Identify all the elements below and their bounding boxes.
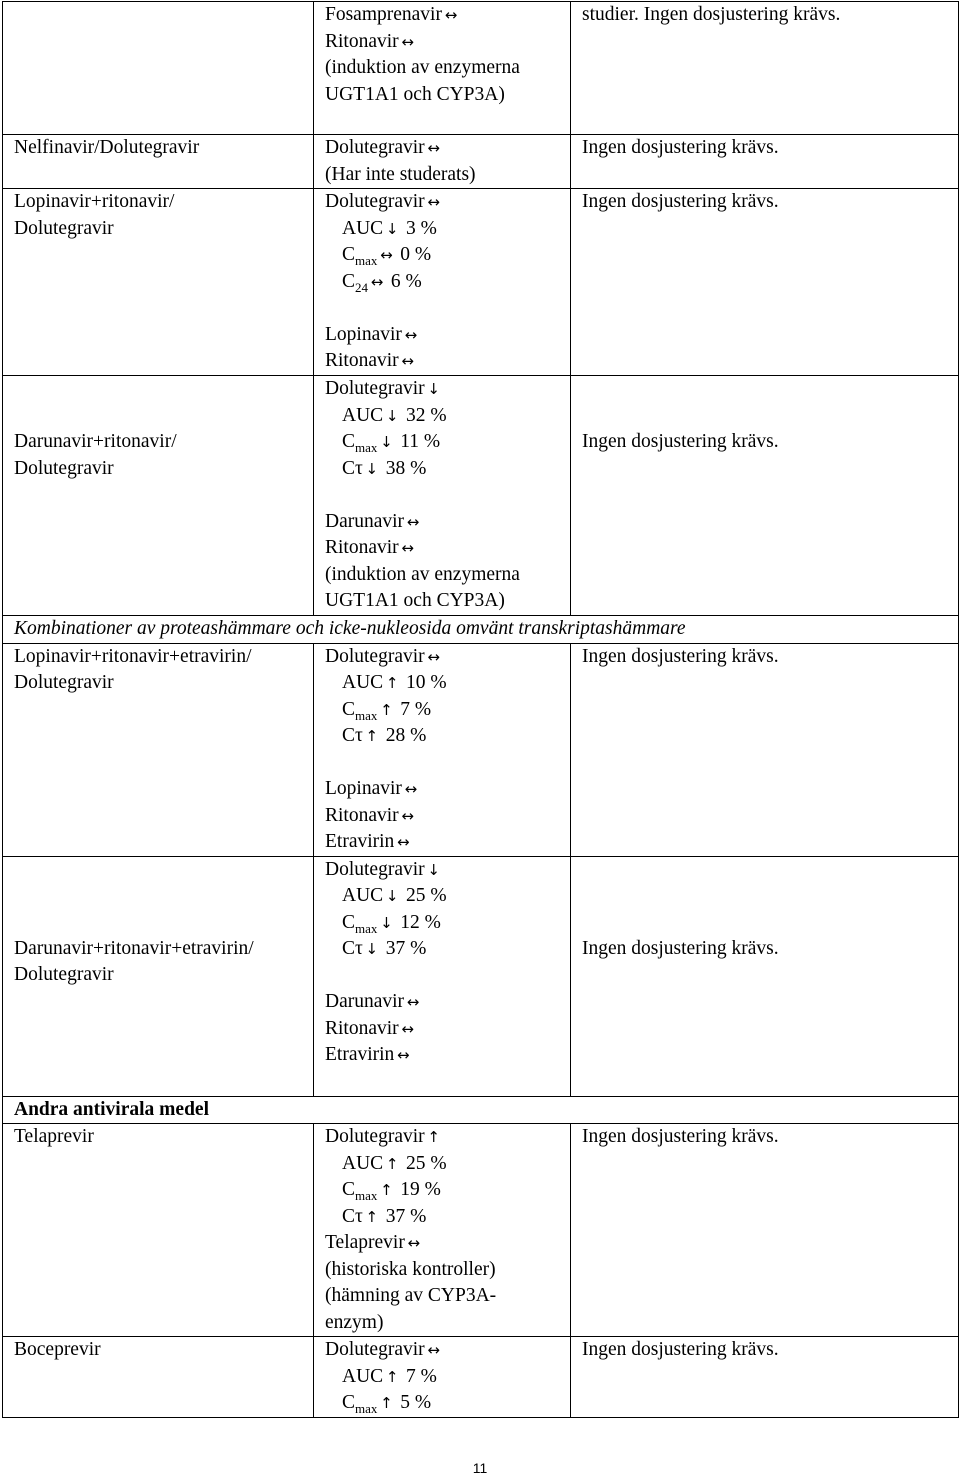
effect-label: Darunavir [325, 991, 405, 1012]
spacer [325, 482, 570, 509]
effect-value: 25 % [401, 1152, 447, 1174]
effect-line [325, 723, 570, 750]
effect-cell [314, 856, 571, 1096]
effect-line [325, 269, 570, 296]
effect-value: 25 % [401, 885, 447, 906]
effect-line [325, 322, 570, 349]
decrease-arrow-icon: ↓ [380, 913, 393, 932]
effect-label: Cτ [342, 1205, 363, 1227]
effect-label: (hämning av CYP3A- [325, 1285, 497, 1306]
effect-label: AUC [342, 217, 384, 239]
drug-combination-text: Darunavir+ritonavir+etravirin/ [14, 937, 254, 959]
no-change-arrow-icon: ↔ [401, 806, 414, 825]
effect-line [325, 162, 570, 189]
effect-label: Lopinavir [325, 323, 402, 345]
effect-label: AUC [342, 885, 384, 906]
effect-line [325, 697, 570, 724]
no-change-arrow-icon: ↔ [370, 272, 384, 291]
recommendation-cell [571, 135, 959, 189]
drug-combination-text: Darunavir+ritonavir/ [14, 431, 177, 452]
no-change-arrow-icon: ↔ [427, 193, 440, 211]
effect-label: C [342, 431, 356, 452]
effect-label: Etravirin [325, 831, 395, 852]
effect-line [325, 989, 570, 1016]
effect-line [325, 670, 570, 697]
drug-combination-cell [3, 1124, 314, 1337]
drug-combination-cell [3, 1337, 314, 1418]
effect-label: Cτ [342, 457, 363, 479]
effect-line [325, 1364, 570, 1391]
increase-arrow-icon: ↑ [385, 674, 399, 692]
section-row [3, 616, 959, 644]
effect-subscript: max [355, 1401, 378, 1416]
effect-label: C [342, 1392, 356, 1413]
effect-line [325, 456, 570, 483]
drug-combination-cell [3, 856, 314, 1096]
effect-label: Cτ [342, 725, 363, 746]
effect-value: 37 % [380, 938, 427, 959]
recommendation-cell [571, 1124, 959, 1337]
table-row [3, 643, 959, 856]
effect-line [325, 509, 570, 536]
effect-label: Dolutegravir [325, 378, 425, 399]
decrease-arrow-icon: ↓ [427, 860, 440, 879]
no-change-arrow-icon: ↔ [404, 780, 418, 798]
effect-line [325, 535, 570, 562]
no-change-arrow-icon: ↔ [401, 1019, 414, 1038]
recommendation-cell [571, 189, 959, 376]
recommendation-text: Ingen dosjustering krävs. [582, 191, 779, 212]
table-row [3, 376, 959, 616]
effect-line [325, 1204, 570, 1231]
effect-line [325, 1257, 570, 1284]
table-row [3, 189, 959, 376]
effect-line [325, 1177, 570, 1204]
table-row [3, 135, 959, 189]
no-change-arrow-icon: ↔ [406, 993, 420, 1011]
drug-combination-text: Lopinavir+ritonavir/ [14, 191, 175, 212]
effect-subscript: max [355, 440, 378, 455]
effect-line [325, 588, 570, 615]
effect-line [325, 82, 570, 109]
effect-cell [314, 189, 571, 376]
effect-label: (historiska kontroller) [325, 1258, 496, 1280]
recommendation-text: Ingen dosjustering krävs. [582, 1126, 779, 1147]
recommendation-cell [571, 643, 959, 856]
effect-label: C [342, 698, 356, 720]
effect-label: Lopinavir [325, 778, 402, 799]
table-row [3, 1337, 959, 1418]
effect-value: 10 % [401, 672, 447, 693]
increase-arrow-icon: ↑ [380, 1394, 393, 1412]
effect-label: Etravirin [325, 1044, 395, 1065]
spacer [325, 295, 570, 322]
effect-line [325, 803, 570, 830]
drug-combination-cell [3, 643, 314, 856]
decrease-arrow-icon: ↓ [365, 940, 379, 958]
effect-label: Ritonavir [325, 30, 399, 52]
effect-cell [314, 1337, 571, 1418]
effect-line [325, 1016, 570, 1043]
increase-arrow-icon: ↑ [365, 1207, 379, 1226]
drug-combination-cell [3, 135, 314, 189]
effect-label: Ritonavir [325, 804, 399, 826]
recommendation-text: studier. Ingen dosjustering krävs. [582, 4, 841, 25]
effect-subscript: max [355, 1188, 378, 1203]
effect-label: Ritonavir [325, 537, 399, 558]
effect-cell [314, 376, 571, 616]
no-change-arrow-icon: ↔ [397, 833, 410, 851]
effect-value: 32 % [401, 404, 447, 426]
effect-label: C [342, 911, 356, 933]
effect-label: enzym) [325, 1311, 384, 1333]
effect-label: Darunavir [325, 510, 405, 532]
decrease-arrow-icon: ↓ [365, 459, 379, 478]
section-row [3, 1096, 959, 1124]
spacer [325, 750, 570, 777]
effect-line [325, 936, 570, 963]
drug-combination-text: Dolutegravir [14, 964, 114, 985]
effect-label: (Har inte studerats) [325, 163, 476, 185]
effect-value: 5 % [395, 1392, 432, 1413]
effect-label: Ritonavir [325, 1017, 399, 1039]
section-heading-text: Andra antivirala medel [14, 1098, 209, 1120]
effect-subscript: 24 [355, 279, 369, 295]
effect-line [325, 1042, 570, 1069]
recommendation-text: Ingen dosjustering krävs. [582, 1339, 779, 1360]
decrease-arrow-icon: ↓ [385, 406, 399, 425]
decrease-arrow-icon: ↓ [385, 887, 399, 905]
effect-label: AUC [342, 1365, 384, 1387]
effect-label: UGT1A1 och CYP3A) [325, 590, 505, 611]
effect-value: 37 % [380, 1205, 427, 1227]
effect-subscript: max [355, 920, 378, 936]
recommendation-text: Ingen dosjustering krävs. [582, 937, 779, 959]
drug-combination-text: Dolutegravir [14, 457, 114, 479]
no-change-arrow-icon: ↔ [380, 246, 393, 264]
effect-line [325, 829, 570, 856]
effect-label: Dolutegravir [325, 645, 425, 667]
recommendation-text: Ingen dosjustering krävs. [582, 645, 779, 667]
no-change-arrow-icon: ↔ [406, 512, 420, 531]
no-change-arrow-icon: ↔ [397, 1046, 410, 1064]
effect-cell [314, 135, 571, 189]
recommendation-text: Ingen dosjustering krävs. [582, 137, 779, 158]
recommendation-cell [571, 1337, 959, 1418]
effect-line [325, 776, 570, 803]
drug-combination-cell [3, 189, 314, 376]
effect-subscript: max [355, 707, 378, 723]
table-row [3, 2, 959, 135]
section-heading-text: Kombinationer av proteashämmare och icke-nukleosida omvänt transkriptashämmare [14, 618, 686, 639]
effect-label: C [342, 270, 356, 292]
effect-value: 7 % [395, 698, 432, 720]
effect-line [325, 403, 570, 430]
decrease-arrow-icon: ↓ [427, 380, 440, 398]
table-row [3, 1124, 959, 1337]
increase-arrow-icon: ↑ [427, 1128, 440, 1146]
effect-line [325, 216, 570, 243]
drug-combination-text: Telaprevir [14, 1126, 94, 1147]
effect-line [325, 29, 570, 56]
effect-value: 28 % [380, 725, 427, 746]
effect-label: Dolutegravir [325, 858, 425, 880]
effect-value: 7 % [401, 1365, 437, 1387]
effect-line [325, 348, 570, 375]
effect-cell [314, 1124, 571, 1337]
section-heading [3, 616, 959, 644]
effect-line [325, 1124, 570, 1151]
effect-line [325, 1337, 570, 1364]
effect-label: (induktion av enzymerna [325, 57, 520, 78]
section-heading [3, 1096, 959, 1124]
effect-label: (induktion av enzymerna [325, 563, 520, 585]
increase-arrow-icon: ↑ [380, 700, 393, 719]
no-change-arrow-icon: ↔ [401, 539, 414, 557]
effect-label: AUC [342, 1152, 384, 1174]
effect-value: 6 % [386, 270, 422, 292]
no-change-arrow-icon: ↔ [401, 352, 414, 370]
effect-line [325, 189, 570, 216]
effect-label: UGT1A1 och CYP3A) [325, 83, 505, 105]
effect-line [325, 1230, 570, 1257]
increase-arrow-icon: ↑ [385, 1154, 399, 1173]
increase-arrow-icon: ↑ [385, 1367, 399, 1386]
spacer [325, 963, 570, 990]
effect-line [325, 135, 570, 162]
effect-label: Cτ [342, 938, 363, 959]
no-change-arrow-icon: ↔ [427, 647, 440, 666]
effect-label: Dolutegravir [325, 1126, 425, 1147]
effect-line [325, 1310, 570, 1337]
no-change-arrow-icon: ↔ [444, 6, 458, 24]
recommendation-cell [571, 2, 959, 135]
drug-combination-text: Dolutegravir [14, 672, 114, 693]
drug-combination-cell [3, 2, 314, 135]
effect-value: 12 % [395, 911, 441, 933]
no-change-arrow-icon: ↔ [401, 32, 414, 51]
effect-label: C [342, 244, 356, 265]
decrease-arrow-icon: ↓ [385, 219, 399, 238]
effect-cell [314, 643, 571, 856]
recommendation-text: Ingen dosjustering krävs. [582, 431, 779, 452]
effect-label: Fosamprenavir [325, 4, 442, 25]
drug-combination-cell [3, 376, 314, 616]
effect-line [325, 429, 570, 456]
effect-value: 0 % [395, 244, 432, 265]
effect-cell [314, 2, 571, 135]
effect-label: C [342, 1179, 356, 1200]
no-change-arrow-icon: ↔ [427, 139, 440, 157]
decrease-arrow-icon: ↓ [380, 433, 393, 451]
effect-line [325, 644, 570, 671]
effect-label: AUC [342, 404, 384, 426]
effect-line [325, 55, 570, 82]
drug-combination-text: Dolutegravir [14, 217, 114, 239]
effect-label: Telaprevir [325, 1232, 405, 1253]
page-number: 11 [472, 1460, 488, 1476]
effect-line [325, 1283, 570, 1310]
effect-label: Dolutegravir [325, 191, 425, 212]
effect-value: 19 % [395, 1179, 441, 1200]
effect-value: 38 % [380, 457, 427, 479]
effect-value: 3 % [401, 217, 437, 239]
interaction-table [2, 1, 959, 1418]
effect-line [325, 1390, 570, 1417]
increase-arrow-icon: ↑ [365, 727, 379, 745]
effect-value: 11 % [395, 431, 441, 452]
no-change-arrow-icon: ↔ [404, 325, 418, 344]
drug-combination-text: Nelfinavir/Dolutegravir [14, 137, 200, 158]
effect-line [325, 2, 570, 29]
effect-subscript: max [355, 253, 378, 268]
effect-line [325, 376, 570, 403]
drug-combination-text: Boceprevir [14, 1339, 101, 1360]
effect-line [325, 857, 570, 884]
drug-combination-text: Lopinavir+ritonavir+etravirin/ [14, 645, 252, 667]
increase-arrow-icon: ↑ [380, 1181, 393, 1199]
effect-label: Dolutegravir [325, 137, 425, 158]
no-change-arrow-icon: ↔ [427, 1341, 440, 1359]
table-row [3, 856, 959, 1096]
effect-label: Ritonavir [325, 350, 399, 371]
effect-label: AUC [342, 672, 384, 693]
recommendation-cell [571, 376, 959, 616]
effect-line [325, 883, 570, 910]
effect-label: Dolutegravir [325, 1339, 425, 1360]
effect-line [325, 562, 570, 589]
effect-line [325, 1151, 570, 1178]
effect-line [325, 910, 570, 937]
effect-line [325, 242, 570, 269]
no-change-arrow-icon: ↔ [407, 1234, 421, 1252]
recommendation-cell [571, 856, 959, 1096]
